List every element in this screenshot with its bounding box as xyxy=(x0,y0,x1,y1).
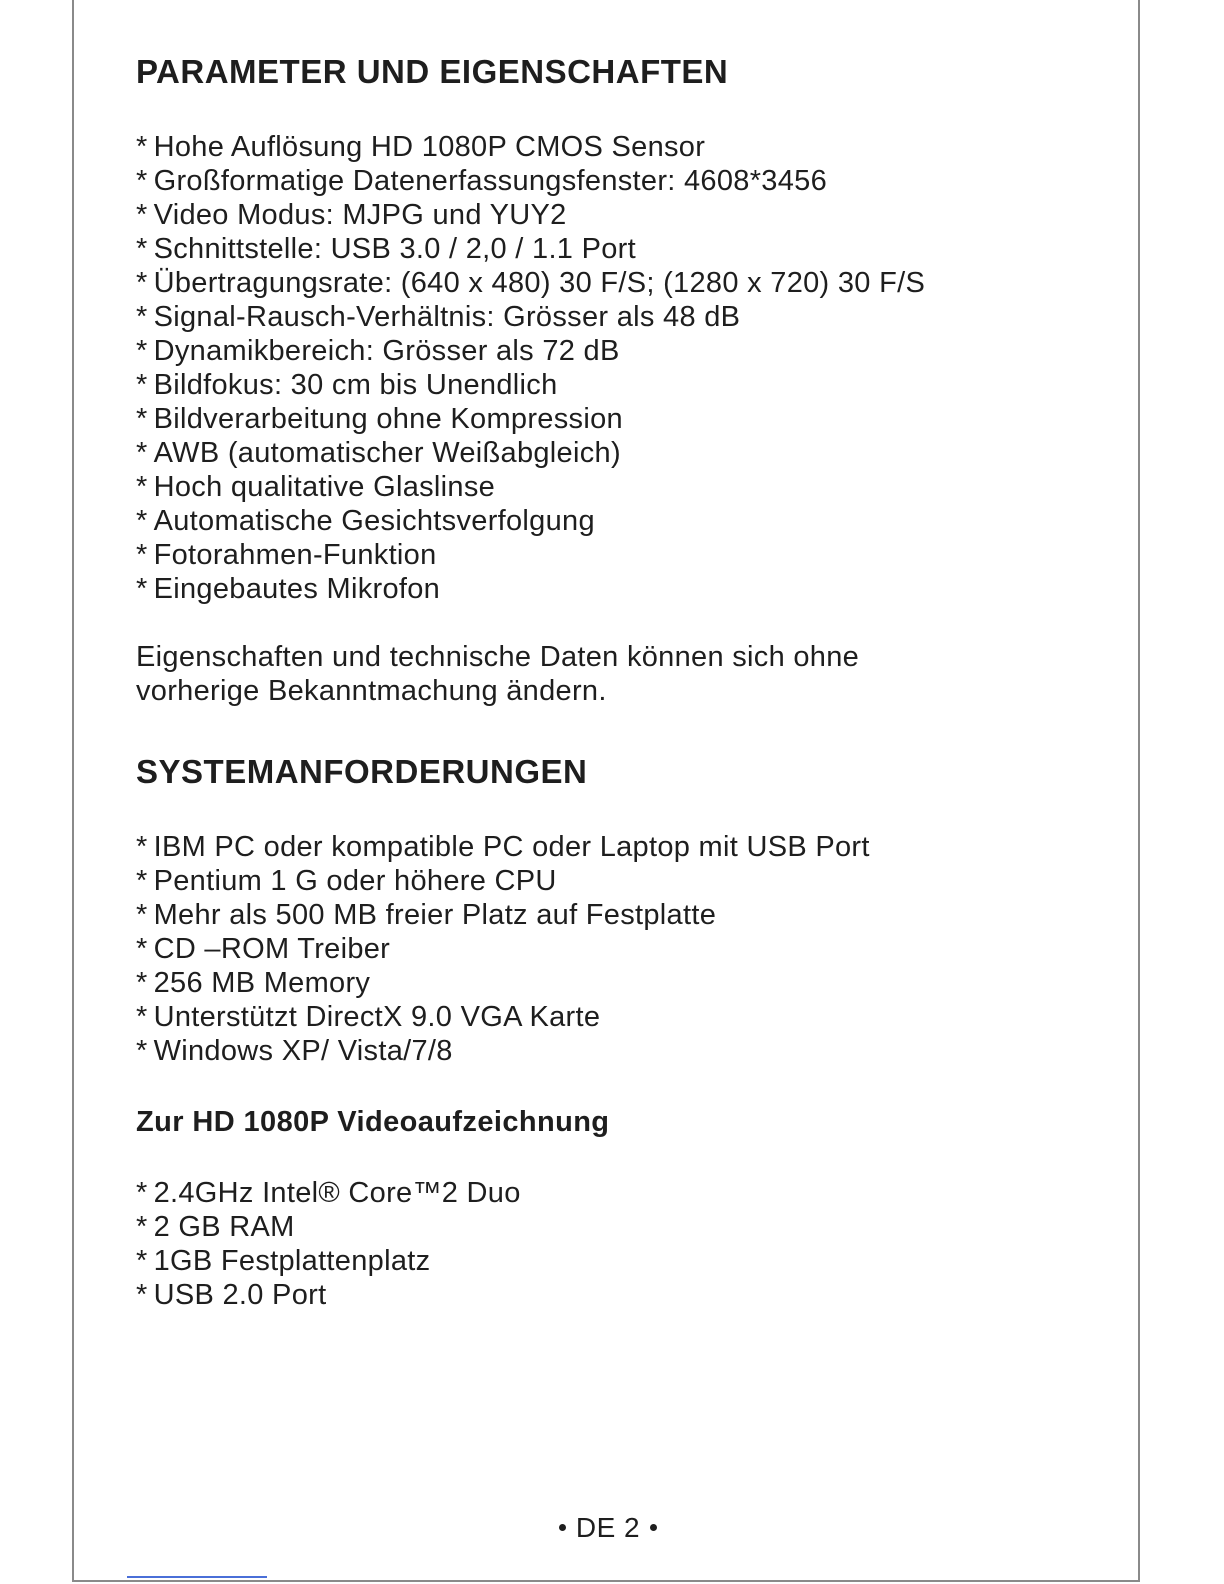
subsection-title-hd-recording: Zur HD 1080P Videoaufzeichnung xyxy=(136,1106,610,1138)
list-item: * Pentium 1 G oder höhere CPU xyxy=(136,865,557,897)
list-item: * Übertragungsrate: (640 x 480) 30 F/S; (1280 x 720) 30 F/S xyxy=(136,267,926,299)
bullet-star: * xyxy=(136,899,148,931)
list-item: * Bildverarbeitung ohne Kompression xyxy=(136,403,623,435)
list-item: * Signal-Rausch-Verhältnis: Grösser als 48 dB xyxy=(136,301,741,333)
document-page xyxy=(72,0,1140,1582)
section-title-parameters: PARAMETER UND EIGENSCHAFTEN xyxy=(136,53,729,90)
list-item: * AWB (automatischer Weißabgleich) xyxy=(136,437,621,469)
bullet-star: * xyxy=(136,831,148,863)
list-item: * Video Modus: MJPG und YUY2 xyxy=(136,199,567,231)
bullet-star: * xyxy=(136,165,148,197)
section-title-system-requirements: SYSTEMANFORDERUNGEN xyxy=(136,753,588,790)
list-item: * Automatische Gesichtsverfolgung xyxy=(136,505,595,537)
list-item: * CD –ROM Treiber xyxy=(136,933,391,965)
bullet-star: * xyxy=(136,1035,148,1067)
list-item: * Windows XP/ Vista/7/8 xyxy=(136,1035,453,1067)
list-item: * 2.4GHz Intel® Core™2 Duo xyxy=(136,1177,521,1209)
system-requirements-list xyxy=(136,830,1116,1068)
bullet-star: * xyxy=(136,1177,148,1209)
list-item: * 2 GB RAM xyxy=(136,1211,295,1243)
bullet-star: * xyxy=(136,301,148,333)
bullet-star: * xyxy=(136,1001,148,1033)
bullet-star: * xyxy=(136,437,148,469)
bullet-star: * xyxy=(136,131,148,163)
bullet-star: * xyxy=(136,1211,148,1243)
footer-dot-right xyxy=(650,1524,657,1531)
bullet-star: * xyxy=(136,865,148,897)
bullet-star: * xyxy=(136,967,148,999)
hd-requirements-list xyxy=(136,1176,1116,1312)
bullet-star: * xyxy=(136,1279,148,1311)
list-item: * Dynamikbereich: Grösser als 72 dB xyxy=(136,335,620,367)
list-item: * Eingebautes Mikrofon xyxy=(136,573,441,605)
note-line: Eigenschaften und technische Daten können sich ohne xyxy=(136,641,860,673)
list-item: * Unterstützt DirectX 9.0 VGA Karte xyxy=(136,1001,601,1033)
bullet-star: * xyxy=(136,1245,148,1277)
list-item: * IBM PC oder kompatible PC oder Laptop mit USB Port xyxy=(136,831,870,863)
list-item: * Fotorahmen-Funktion xyxy=(136,539,437,571)
bullet-star: * xyxy=(136,505,148,537)
footer-dot-left xyxy=(559,1524,566,1531)
bullet-star: * xyxy=(136,233,148,265)
note-line: vorherige Bekanntmachung ändern. xyxy=(136,675,607,707)
list-item: * 1GB Festplattenplatz xyxy=(136,1245,431,1277)
bullet-star: * xyxy=(136,267,148,299)
parameters-list xyxy=(136,130,1116,606)
bullet-star: * xyxy=(136,573,148,605)
list-item: * Großformatige Datenerfassungsfenster: 4608*3456 xyxy=(136,165,828,197)
bullet-star: * xyxy=(136,369,148,401)
list-item: * Hohe Auflösung HD 1080P CMOS Sensor xyxy=(136,131,706,163)
bottom-accent-line xyxy=(127,1576,267,1578)
page-number: DE 2 xyxy=(575,1512,641,1543)
list-item: * USB 2.0 Port xyxy=(136,1279,327,1311)
list-item: * Bildfokus: 30 cm bis Unendlich xyxy=(136,369,558,401)
bullet-star: * xyxy=(136,471,148,503)
page-footer xyxy=(74,1512,1142,1544)
bullet-star: * xyxy=(136,335,148,367)
list-item: * Hoch qualitative Glaslinse xyxy=(136,471,496,503)
list-item: * Mehr als 500 MB freier Platz auf Festplatte xyxy=(136,899,717,931)
bullet-star: * xyxy=(136,199,148,231)
bullet-star: * xyxy=(136,403,148,435)
list-item: * Schnittstelle: USB 3.0 / 2,0 / 1.1 Port xyxy=(136,233,636,265)
bullet-star: * xyxy=(136,933,148,965)
list-item: * 256 MB Memory xyxy=(136,967,371,999)
bullet-star: * xyxy=(136,539,148,571)
page-content xyxy=(136,52,1116,1312)
specification-note xyxy=(136,640,1116,708)
